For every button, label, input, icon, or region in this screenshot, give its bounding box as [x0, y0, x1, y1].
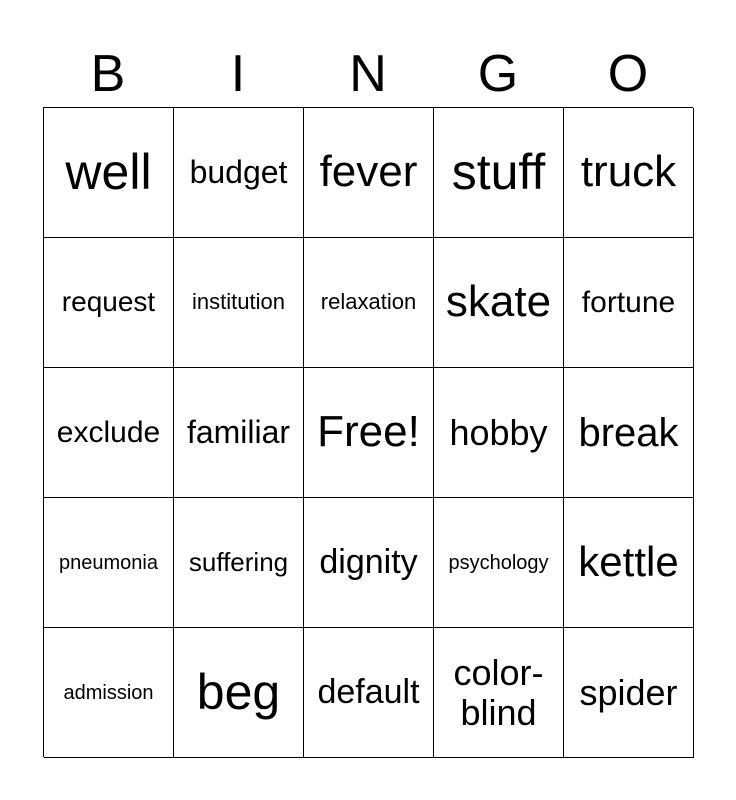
cell-word: relaxation [320, 289, 417, 315]
cell-word: dignity [319, 542, 418, 581]
bingo-cell[interactable] [304, 498, 434, 628]
cell-word: fortune [581, 286, 676, 319]
bingo-cell[interactable] [44, 498, 174, 628]
cell-word: psychology [448, 551, 549, 574]
bingo-board [43, 107, 693, 757]
header-letter-i: I [230, 45, 246, 103]
bingo-cell[interactable] [174, 368, 304, 498]
bingo-cell[interactable] [434, 108, 564, 238]
free-space-cell[interactable] [304, 368, 434, 498]
bingo-cell[interactable] [174, 238, 304, 368]
cell-word: suffering [188, 547, 289, 578]
bingo-cell[interactable] [434, 238, 564, 368]
cell-word: request [61, 286, 156, 318]
header-letter-n: N [349, 45, 387, 103]
bingo-cell[interactable] [44, 238, 174, 368]
bingo-cell[interactable] [174, 108, 304, 238]
cell-word: spider [579, 671, 678, 713]
bingo-cell[interactable] [564, 498, 694, 628]
bingo-cell[interactable] [434, 628, 564, 758]
cell-word: well [65, 144, 152, 200]
cell-word: fever [319, 147, 418, 197]
cell-word: institution [192, 289, 285, 315]
bingo-cell[interactable] [564, 628, 694, 758]
bingo-cell[interactable] [44, 628, 174, 758]
bingo-cell[interactable] [304, 238, 434, 368]
cell-word: familiar [186, 413, 291, 450]
bingo-cell[interactable] [434, 368, 564, 498]
cell-word: truck [580, 147, 677, 197]
cell-word: admission [63, 681, 154, 704]
header-letter-g: G [477, 45, 519, 103]
bingo-cell[interactable] [304, 108, 434, 238]
cell-word: skate [445, 277, 552, 327]
header-letter-o: O [607, 45, 649, 103]
header-letter-b: B [90, 45, 126, 103]
cell-word: beg [196, 664, 281, 720]
cell-word: pneumonia [59, 551, 158, 574]
cell-word: exclude [56, 416, 161, 449]
bingo-cell[interactable] [174, 498, 304, 628]
cell-word: hobby [449, 411, 548, 453]
cell-word: color-blind [453, 651, 544, 733]
cell-word: budget [189, 153, 288, 190]
bingo-cell[interactable] [564, 238, 694, 368]
cell-word: stuff [451, 144, 546, 200]
cell-word: kettle [578, 538, 679, 586]
bingo-header [43, 40, 693, 108]
cell-word: break [578, 410, 679, 455]
bingo-cell[interactable] [564, 368, 694, 498]
bingo-cell[interactable] [304, 628, 434, 758]
bingo-cell[interactable] [174, 628, 304, 758]
bingo-cell[interactable] [564, 108, 694, 238]
cell-word: default [317, 672, 420, 711]
bingo-cell[interactable] [44, 108, 174, 238]
bingo-cell[interactable] [434, 498, 564, 628]
bingo-cell[interactable] [44, 368, 174, 498]
free-space-label: Free! [317, 407, 420, 457]
